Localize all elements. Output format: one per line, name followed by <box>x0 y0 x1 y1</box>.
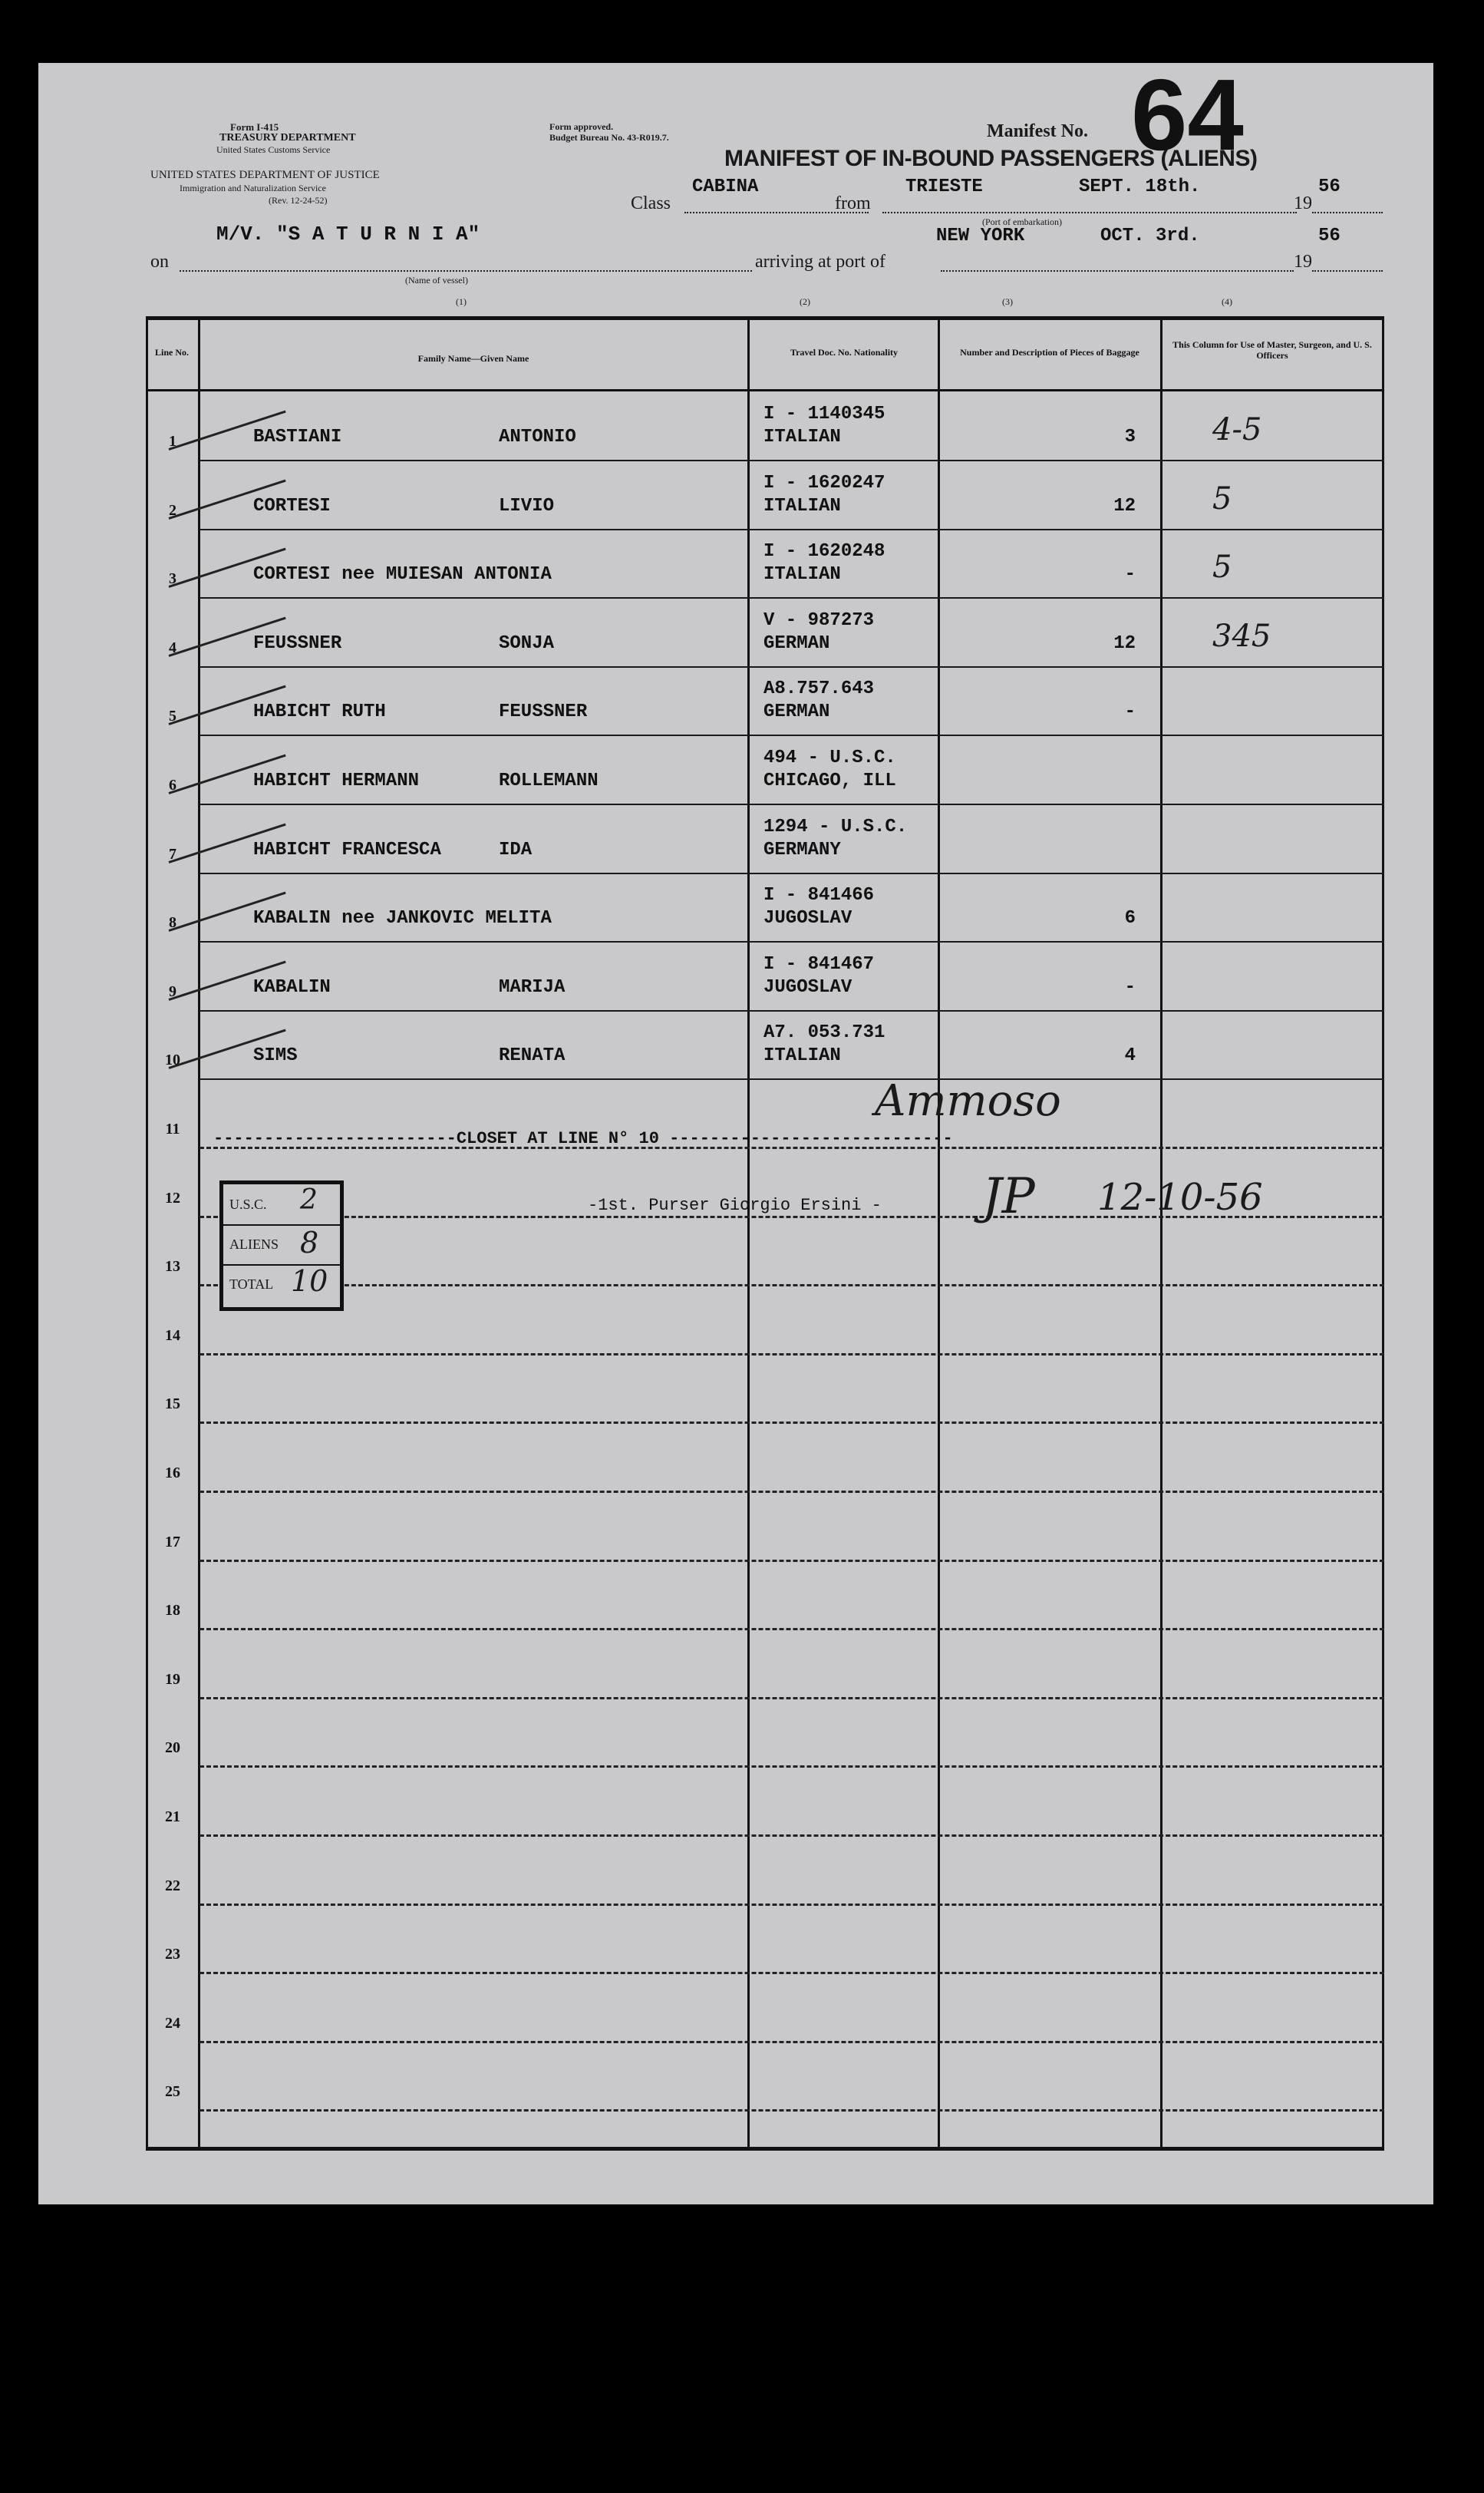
line-number: 15 <box>165 1395 180 1413</box>
line-number: 1 <box>169 433 176 450</box>
travel-doc-number: A7. 053.731 <box>763 1022 885 1044</box>
table-row <box>146 737 1384 805</box>
aliens-value: 8 <box>300 1226 319 1260</box>
manifest-label: Manifest No. <box>987 121 1088 141</box>
row-rule <box>200 1697 1384 1699</box>
justice-dept: UNITED STATES DEPARTMENT OF JUSTICE <box>150 169 380 181</box>
line-number: 19 <box>165 1670 180 1688</box>
from-value: TRIESTE <box>905 177 983 197</box>
table-row <box>146 393 1384 461</box>
table-row <box>146 1425 1384 1493</box>
line-number: 11 <box>165 1121 180 1138</box>
line-number: 10 <box>165 1052 180 1069</box>
class-value: CABINA <box>692 177 759 197</box>
arrival-date: OCT. 3rd. <box>1100 226 1200 246</box>
table-row <box>146 1699 1384 1768</box>
header-travel-doc: Travel Doc. No. Nationality <box>790 347 899 358</box>
closet-line: ------------------------CLOSET AT LINE N° 10 ---------------------------- <box>213 1129 953 1148</box>
official-use-note: 5 <box>1212 480 1232 517</box>
row-rule <box>200 1491 1384 1493</box>
nationality: ITALIAN <box>763 427 841 447</box>
travel-doc-number: I - 1140345 <box>763 404 885 424</box>
rev: (Rev. 12-24-52) <box>269 195 328 206</box>
line-number: 6 <box>169 777 176 794</box>
line-number: 4 <box>169 639 176 656</box>
total-value: 10 <box>291 1264 328 1298</box>
baggage-count: 6 <box>1124 908 1136 930</box>
family-name: KABALIN nee JANKOVIC MELITA <box>253 908 552 930</box>
row-rule <box>200 1422 1384 1424</box>
initials: JP <box>982 1168 1035 1225</box>
baggage-count: 12 <box>1113 632 1136 654</box>
from-label: from <box>835 193 871 213</box>
baggage-count: - <box>1124 564 1136 586</box>
table-row <box>146 1838 1384 1906</box>
travel-doc-number: A8.757.643 <box>763 679 875 700</box>
travel-doc-number: 1294 - U.S.C. <box>763 816 908 837</box>
total-label: TOTAL <box>229 1276 274 1292</box>
nationality: GERMAN <box>763 702 830 723</box>
nationality: ITALIAN <box>763 495 841 517</box>
line-number: 8 <box>169 914 176 932</box>
header-line-no: Line No. <box>154 347 189 358</box>
line-number: 7 <box>169 845 176 863</box>
given-name: SONJA <box>499 632 555 654</box>
row-rule <box>200 1972 1384 1974</box>
family-name: HABICHT HERMANN <box>253 771 420 791</box>
family-name: CORTESI <box>253 495 331 517</box>
line-number: 24 <box>165 2014 180 2032</box>
vessel-label: (Name of vessel) <box>405 275 468 286</box>
table-row <box>146 1494 1384 1562</box>
official-use-note: 5 <box>1212 550 1232 586</box>
form-approved: Form approved. <box>549 121 614 132</box>
travel-doc-number: 494 - U.S.C. <box>763 748 896 768</box>
travel-doc-number: I - 1620248 <box>763 541 885 563</box>
nationality: ITALIAN <box>763 1045 841 1067</box>
line-number: 16 <box>165 1464 180 1481</box>
nationality: GERMANY <box>763 839 841 860</box>
row-rule <box>200 1284 1384 1286</box>
arrival-port: NEW YORK <box>936 226 1025 246</box>
table-row <box>146 668 1384 736</box>
table-row <box>146 1768 1384 1837</box>
departure-year-prefix: 19 <box>1294 193 1312 213</box>
line-number: 18 <box>165 1602 180 1620</box>
line-number: 21 <box>165 1808 180 1825</box>
nationality: GERMAN <box>763 632 830 654</box>
page-title: MANIFEST OF IN-BOUND PASSENGERS (ALIENS) <box>724 146 1258 171</box>
family-name: CORTESI nee MUIESAN ANTONIA <box>253 564 552 586</box>
table-row <box>146 530 1384 599</box>
table-row <box>146 599 1384 668</box>
table-row <box>146 806 1384 874</box>
form-number: Form I-415 <box>230 121 279 133</box>
row-rule <box>200 1834 1384 1837</box>
nationality: CHICAGO, ILL <box>763 771 896 791</box>
given-name: FEUSSNER <box>499 702 588 723</box>
on-label: on <box>150 252 169 272</box>
family-name: FEUSSNER <box>253 632 342 654</box>
row-rule <box>200 1765 1384 1768</box>
line-number: 13 <box>165 1258 180 1276</box>
count-stamp <box>219 1180 344 1311</box>
travel-doc-number: I - 841466 <box>763 885 875 906</box>
family-name: HABICHT RUTH <box>253 702 386 723</box>
family-name: HABICHT FRANCESCA <box>253 839 441 860</box>
line-number: 5 <box>169 708 176 725</box>
departure-year: 56 <box>1318 177 1341 197</box>
table-row <box>146 2043 1384 2112</box>
table-row <box>146 1012 1384 1080</box>
family-name: KABALIN <box>253 976 331 998</box>
given-name: ROLLEMANN <box>499 771 599 791</box>
row-rule <box>200 2109 1384 2112</box>
given-name: LIVIO <box>499 495 555 517</box>
given-name: MARIJA <box>499 976 566 998</box>
departure-date: SEPT. 18th. <box>1079 177 1201 197</box>
col2-number: (2) <box>800 296 810 307</box>
passenger-table <box>146 316 1384 2151</box>
col3-number: (3) <box>1002 296 1013 307</box>
customs-service: United States Customs Service <box>216 144 331 155</box>
given-name: ANTONIO <box>499 427 576 447</box>
table-row <box>146 1631 1384 1699</box>
family-name: BASTIANI <box>253 427 342 447</box>
baggage-count: 3 <box>1124 427 1136 447</box>
signature-scribble: Ammoso <box>875 1076 1061 1126</box>
line-number: 25 <box>165 2083 180 2101</box>
nationality: ITALIAN <box>763 564 841 586</box>
budget-bureau: Budget Bureau No. 43-R019.7. <box>549 132 669 143</box>
baggage-count: - <box>1124 976 1136 998</box>
header-baggage: Number and Description of Pieces of Baggage <box>960 347 1139 358</box>
table-row <box>146 1562 1384 1630</box>
table-row <box>146 1355 1384 1424</box>
col1-number: (1) <box>456 296 467 307</box>
table-row <box>146 1906 1384 1974</box>
table-row <box>146 462 1384 530</box>
usc-label: U.S.C. <box>229 1197 267 1212</box>
nationality: JUGOSLAV <box>763 976 852 998</box>
baggage-count: 12 <box>1113 495 1136 517</box>
arriving-label: arriving at port of <box>755 252 885 272</box>
row-rule <box>200 1353 1384 1355</box>
line-number: 12 <box>165 1189 180 1207</box>
line-number: 14 <box>165 1326 180 1344</box>
class-label: Class <box>631 193 671 213</box>
family-name: SIMS <box>253 1045 298 1067</box>
row-rule <box>200 1628 1384 1630</box>
line-number: 23 <box>165 1946 180 1963</box>
purser-line: -1st. Purser Giorgio Ersini - <box>588 1196 882 1215</box>
nationality: JUGOSLAV <box>763 908 852 930</box>
manifest-number: 64 <box>1131 58 1244 171</box>
line-number: 17 <box>165 1533 180 1550</box>
header-official-use: This Column for Use of Master, Surgeon, and U. S. Officers <box>1172 339 1372 361</box>
line-number: 2 <box>169 501 176 519</box>
baggage-count: - <box>1124 702 1136 723</box>
port-embarkation-label: (Port of embarkation) <box>982 216 1062 227</box>
col4-number: (4) <box>1222 296 1232 307</box>
arrival-year: 56 <box>1318 226 1341 246</box>
line-number: 9 <box>169 982 176 1000</box>
given-name: IDA <box>499 839 533 860</box>
treasury-dept: TREASURY DEPARTMENT <box>219 132 356 144</box>
baggage-count: 4 <box>1124 1045 1136 1067</box>
arrival-year-prefix: 19 <box>1294 252 1312 272</box>
table-row <box>146 874 1384 943</box>
row-rule <box>200 1904 1384 1906</box>
row-rule <box>200 2041 1384 2043</box>
date-note: 12-10-56 <box>1097 1176 1263 1219</box>
travel-doc-number: V - 987273 <box>763 609 875 631</box>
table-row <box>146 1975 1384 2043</box>
vessel-name: M/V. "S A T U R N I A" <box>216 223 480 246</box>
official-use-note: 345 <box>1212 618 1271 654</box>
line-number: 22 <box>165 1877 180 1894</box>
header-name: Family Name—Given Name <box>417 353 529 364</box>
table-row <box>146 943 1384 1012</box>
line-number: 20 <box>165 1739 180 1757</box>
line-number: 3 <box>169 570 176 588</box>
travel-doc-number: I - 841467 <box>763 953 875 975</box>
ins: Immigration and Naturalization Service <box>180 183 326 193</box>
travel-doc-number: I - 1620247 <box>763 472 885 494</box>
usc-value: 2 <box>300 1184 318 1216</box>
given-name: RENATA <box>499 1045 566 1067</box>
aliens-label: ALIENS <box>229 1237 279 1252</box>
manifest-page <box>38 58 1433 2204</box>
row-rule <box>200 1560 1384 1562</box>
official-use-note: 4-5 <box>1212 412 1262 447</box>
